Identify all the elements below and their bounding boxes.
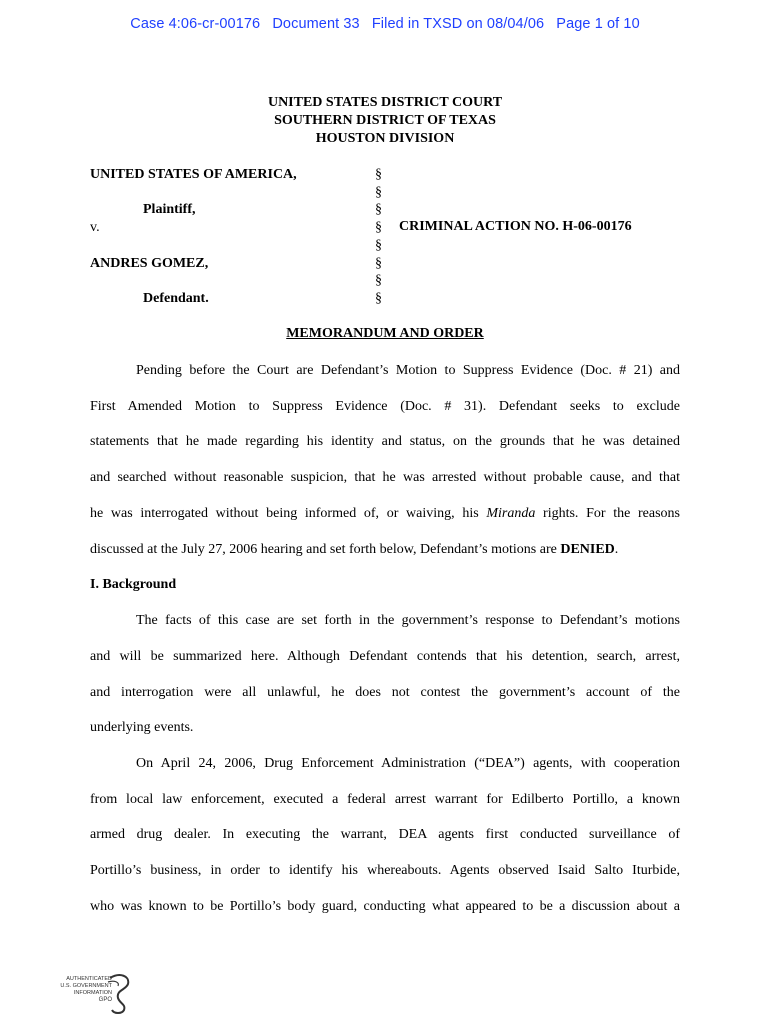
versus: v. [90, 220, 100, 235]
defendant-role: Defendant. [143, 291, 209, 306]
section-symbol: § [375, 185, 382, 200]
section-symbol: § [375, 167, 382, 182]
miranda-italic: Miranda [486, 506, 536, 521]
body-line: and interrogation were all unlawful, he does not contest the government’s account of the [90, 685, 680, 700]
body-line: Portillo’s business, in order to identify his whereabouts. Agents observed Isaid Salto Iturbide, [90, 863, 680, 878]
criminal-action-number: CRIMINAL ACTION NO. H-06-00176 [399, 219, 632, 234]
document-title: MEMORANDUM AND ORDER [286, 326, 484, 341]
court-title [0, 94, 770, 148]
body-line: The facts of this case are set forth in the government’s response to Defendant’s motions [136, 613, 680, 628]
body-line: and searched without reasonable suspicion, that he was arrested without probable cause, and that [90, 470, 680, 485]
filing-header [0, 16, 770, 32]
section-symbol: § [375, 202, 382, 217]
document-number: Document 33 [272, 16, 360, 32]
filing-date: Filed in TXSD on 08/04/06 [371, 16, 545, 32]
body-line: underlying events. [90, 720, 194, 735]
case-number: Case 4:06-cr-00176 [130, 16, 261, 32]
court-line-2: SOUTHERN DISTRICT OF TEXAS [274, 113, 496, 128]
section-symbol: § [375, 256, 382, 271]
gpo-authentication-seal [42, 970, 132, 1016]
body-line: On April 24, 2006, Drug Enforcement Administration (“DEA”) agents, with cooperation [136, 756, 680, 771]
body-line: he was interrogated without being informed of, or waiving, his Miranda rights. For the reasons [90, 506, 680, 521]
body-line: discussed at the July 27, 2006 hearing and set forth below, Defendant’s motions are DENIED. [90, 542, 619, 557]
body-line: Pending before the Court are Defendant’s Motion to Suppress Evidence (Doc. # 21) and [136, 363, 680, 378]
body-line: from local law enforcement, executed a federal arrest warrant for Edilberto Portillo, a known [90, 792, 680, 807]
section-symbol: § [375, 291, 382, 306]
plaintiff-name: UNITED STATES OF AMERICA, [90, 167, 297, 182]
defendant-name: ANDRES GOMEZ, [90, 256, 209, 271]
body-line: and will be summarized here. Although Defendant contends that his detention, search, arrest, [90, 649, 680, 664]
section-symbol: § [375, 238, 382, 253]
section-symbol: § [375, 220, 382, 235]
gpo-seal-text: AUTHENTICATED U.S. GOVERNMENT INFORMATION GPO [60, 976, 112, 1003]
denied-bold: DENIED [560, 542, 615, 557]
body-line: armed drug dealer. In executing the warrant, DEA agents first conducted surveillance of [90, 827, 680, 842]
section-heading: I. Background [90, 577, 177, 592]
court-line-3: HOUSTON DIVISION [315, 131, 455, 146]
page-indicator: Page 1 of 10 [556, 16, 640, 32]
eagle-icon [106, 970, 132, 1016]
plaintiff-role: Plaintiff, [143, 202, 196, 217]
section-symbol: § [375, 273, 382, 288]
court-line-1: UNITED STATES DISTRICT COURT [267, 95, 503, 110]
body-line: First Amended Motion to Suppress Evidence (Doc. # 31). Defendant seeks to exclude [90, 399, 680, 414]
body-line: who was known to be Portillo’s body guard, conducting what appeared to be a discussion about a [90, 899, 680, 914]
body-line: statements that he made regarding his identity and status, on the grounds that he was detained [90, 434, 680, 449]
